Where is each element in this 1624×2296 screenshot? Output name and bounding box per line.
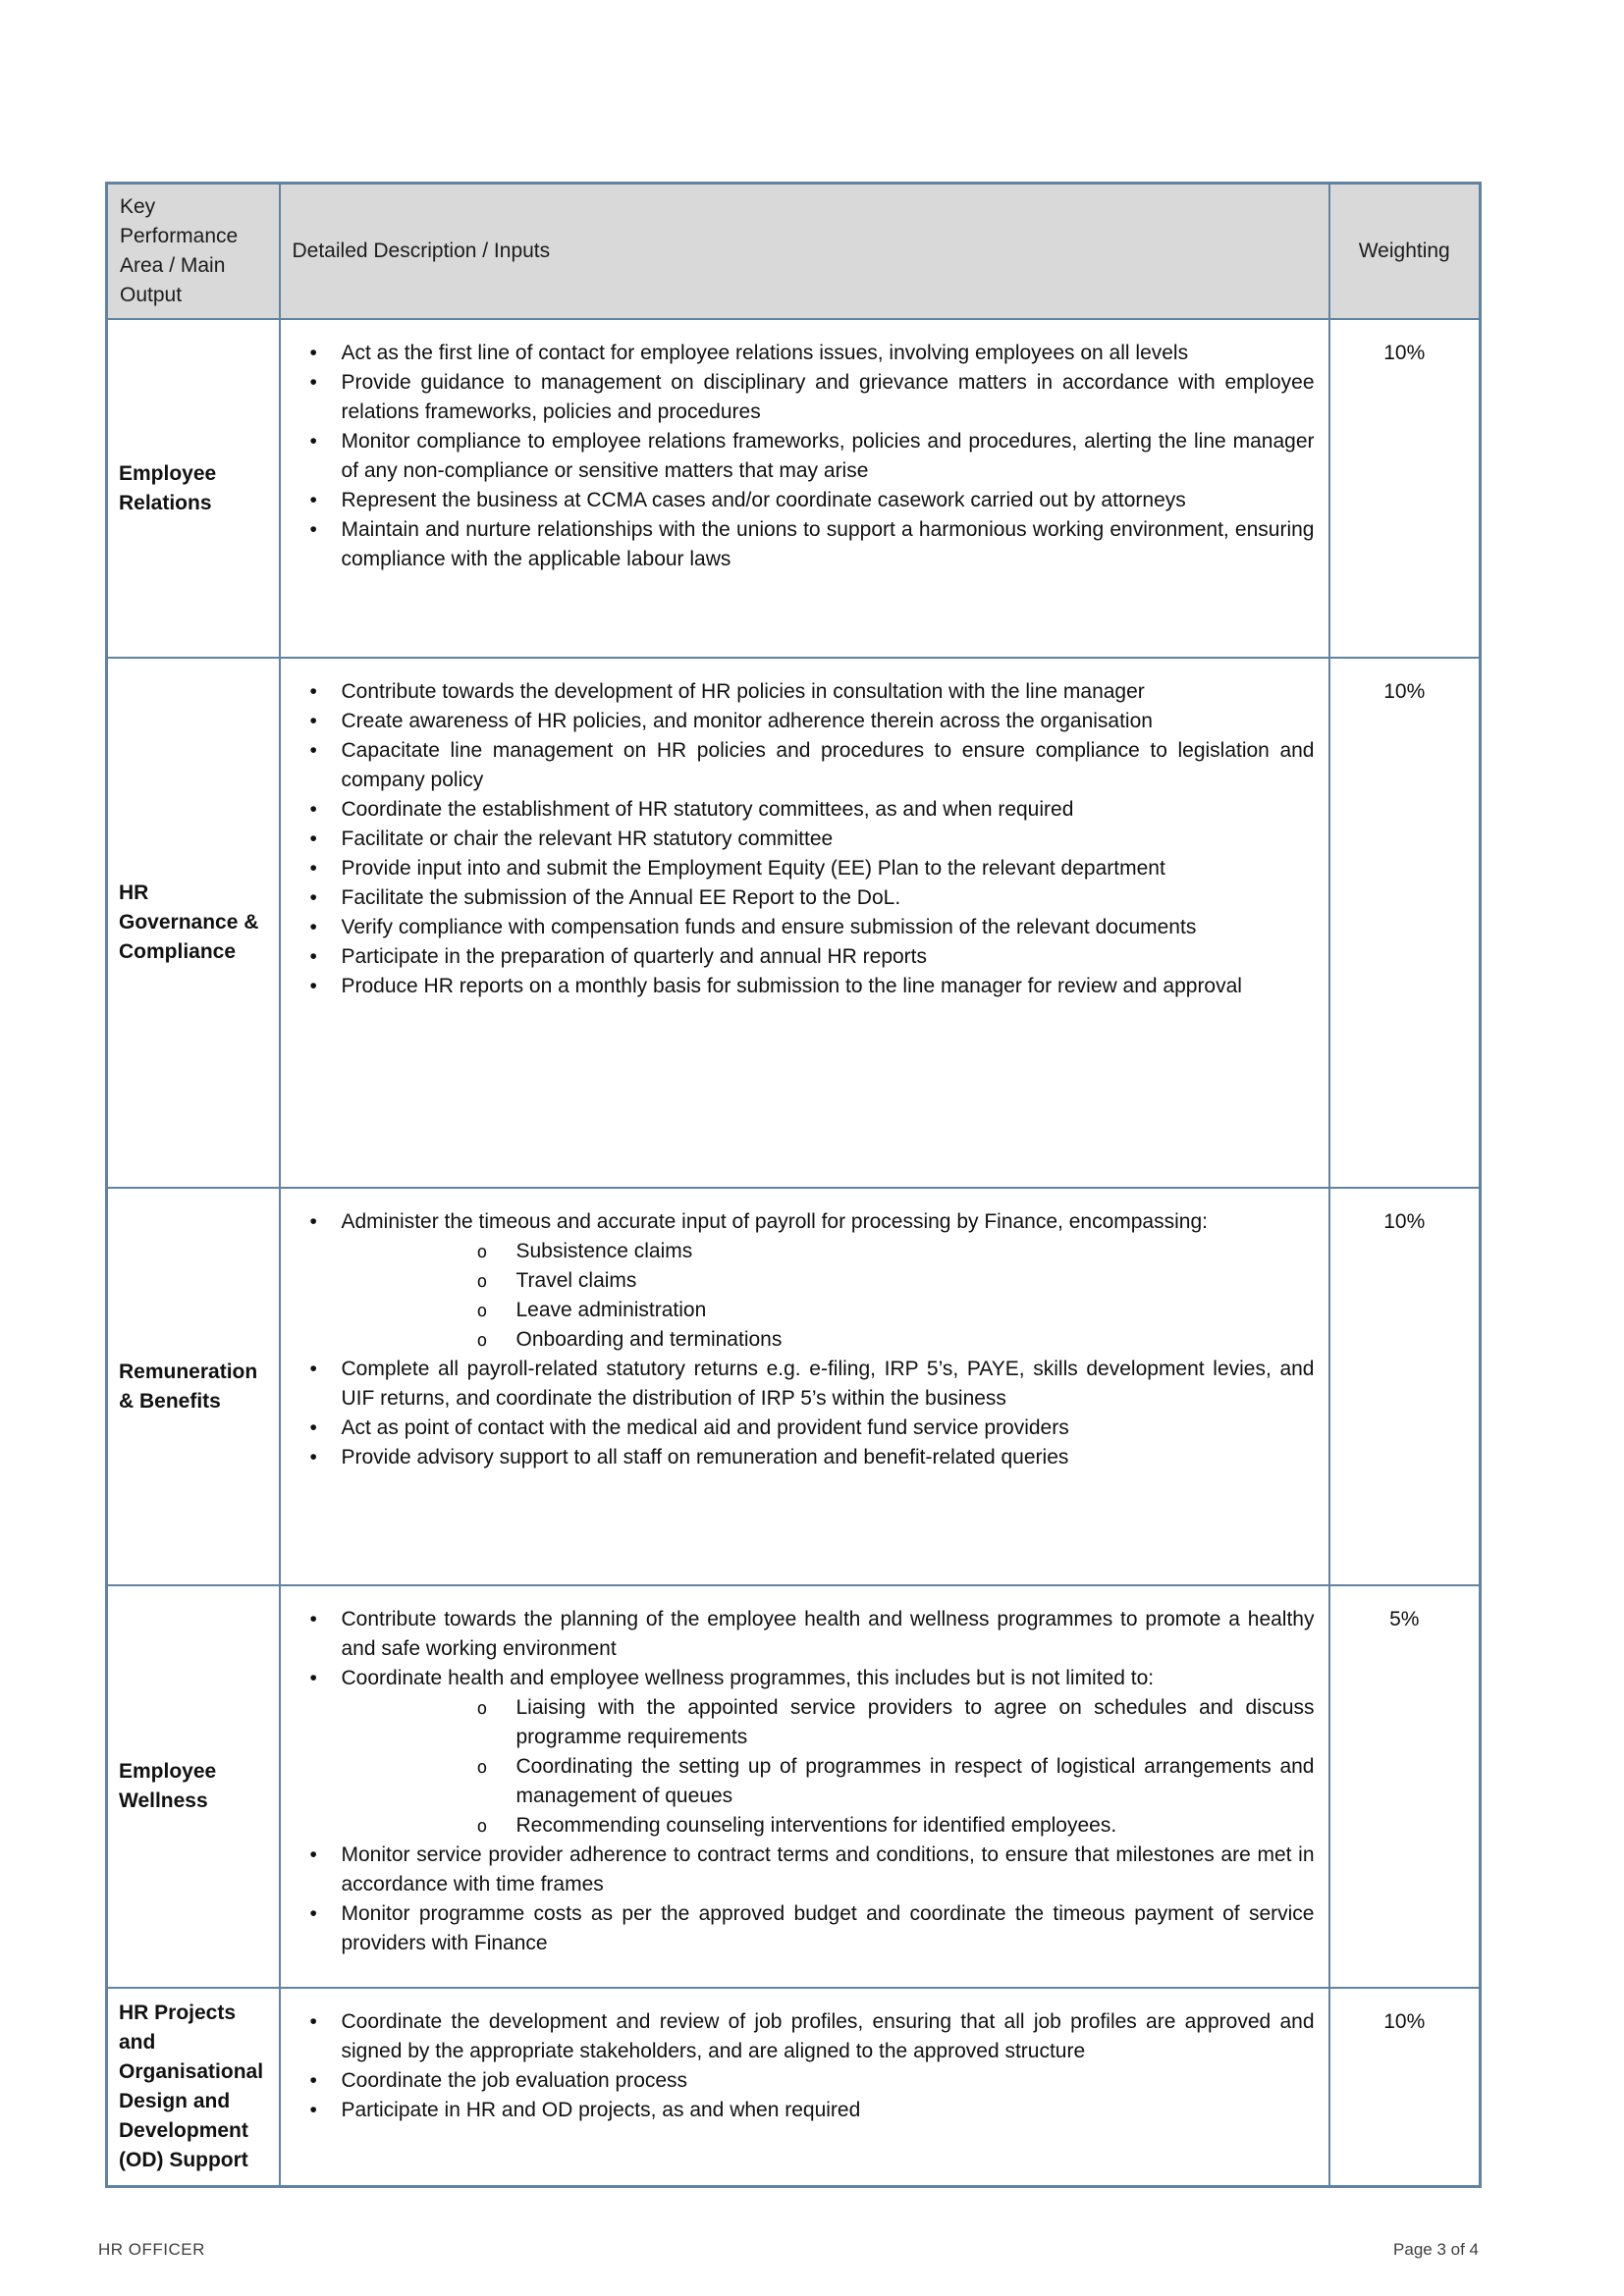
kpa-label: HR Projects and Organisational Design and Development (OD) Support <box>107 1988 280 2187</box>
table-header-row <box>107 184 1481 320</box>
weighting-value: 5% <box>1329 1585 1481 1988</box>
bullet-list <box>289 2007 1315 2125</box>
bullet-item: • Represent the business at CCMA cases and/or coordinate casework carried out by attorneys <box>289 486 1315 515</box>
bullet-item: • Verify compliance with compensation funds and ensure submission of the relevant documents <box>289 913 1315 942</box>
sub-bullet-item: o Subsistence claims <box>289 1237 1315 1266</box>
bullet-item: • Provide guidance to management on disciplinary and grievance matters in accordance with employee relations frameworks, policies and procedures <box>289 368 1315 427</box>
bullet-item: • Monitor programme costs as per the approved budget and coordinate the timeous payment of service providers with Finance <box>289 1899 1315 1958</box>
table-row <box>107 1988 1481 2187</box>
key-performance-table <box>105 182 1482 2188</box>
bullet-item: • Administer the timeous and accurate input of payroll for processing by Finance, encompassing: <box>289 1207 1315 1237</box>
sub-bullet-item: o Recommending counseling interventions for identified employees. <box>289 1811 1315 1841</box>
bullet-list <box>289 677 1315 1001</box>
kpa-label: Employee Wellness <box>107 1585 280 1988</box>
sub-bullet-item: o Liaising with the appointed service providers to agree on schedules and discuss programme requirements <box>289 1693 1315 1752</box>
bullet-item: • Complete all payroll-related statutory returns e.g. e-filing, IRP 5’s, PAYE, skills development levies, and UIF returns, and coordinate the distribution of IRP 5’s within the business <box>289 1355 1315 1414</box>
bullet-item: • Participate in HR and OD projects, as and when required <box>289 2096 1315 2125</box>
bullet-item: • Participate in the preparation of quarterly and annual HR reports <box>289 942 1315 972</box>
bullet-item: • Contribute towards the development of HR policies in consultation with the line manager <box>289 677 1315 707</box>
bullet-item: • Produce HR reports on a monthly basis for submission to the line manager for review and approval <box>289 972 1315 1001</box>
description-cell <box>280 1988 1329 2187</box>
kpa-label: HR Governance & Compliance <box>107 658 280 1188</box>
header-cell-kpa: Key Performance Area / Main Output <box>107 184 280 320</box>
table-row <box>107 658 1481 1188</box>
header-cell-description: Detailed Description / Inputs <box>280 184 1329 320</box>
bullet-item: • Act as point of contact with the medical aid and provident fund service providers <box>289 1414 1315 1443</box>
bullet-item: • Contribute towards the planning of the employee health and wellness programmes to promote a healthy and safe working environment <box>289 1605 1315 1664</box>
bullet-item: • Provide advisory support to all staff on remuneration and benefit-related queries <box>289 1443 1315 1472</box>
bullet-item: • Capacitate line management on HR policies and procedures to ensure compliance to legislation and company policy <box>289 736 1315 795</box>
footer-page-number: Page 3 of 4 <box>1393 2240 1479 2259</box>
weighting-value: 10% <box>1329 658 1481 1188</box>
bullet-item: • Coordinate the establishment of HR statutory committees, as and when required <box>289 795 1315 825</box>
kpa-label: Remuneration & Benefits <box>107 1188 280 1585</box>
sub-bullet-item: o Coordinating the setting up of programmes in respect of logistical arrangements and management of queues <box>289 1752 1315 1811</box>
bullet-item: • Act as the first line of contact for employee relations issues, involving employees on all levels <box>289 339 1315 368</box>
bullet-item: • Coordinate the development and review of job profiles, ensuring that all job profiles are approved and signed by the appropriate stakeholders, and are aligned to the approved structure <box>289 2007 1315 2066</box>
description-cell <box>280 319 1329 658</box>
kpa-label: Employee Relations <box>107 319 280 658</box>
weighting-value: 10% <box>1329 1988 1481 2187</box>
description-cell <box>280 1188 1329 1585</box>
bullet-item: • Monitor compliance to employee relations frameworks, policies and procedures, alerting the line manager of any non-compliance or sensitive matters that may arise <box>289 427 1315 486</box>
bullet-item: • Create awareness of HR policies, and monitor adherence therein across the organisation <box>289 707 1315 736</box>
weighting-value: 10% <box>1329 319 1481 658</box>
bullet-list <box>289 1207 1315 1472</box>
description-cell <box>280 1585 1329 1988</box>
bullet-item: • Coordinate the job evaluation process <box>289 2066 1315 2096</box>
bullet-list <box>289 339 1315 574</box>
footer-document-title: HR OFFICER <box>98 2240 205 2259</box>
bullet-item: • Facilitate the submission of the Annual EE Report to the DoL. <box>289 883 1315 913</box>
sub-bullet-item: o Onboarding and terminations <box>289 1325 1315 1355</box>
bullet-item: • Coordinate health and employee wellness programmes, this includes but is not limited to: <box>289 1664 1315 1693</box>
table-row <box>107 1585 1481 1988</box>
table-row <box>107 1188 1481 1585</box>
header-cell-weighting: Weighting <box>1329 184 1481 320</box>
weighting-value: 10% <box>1329 1188 1481 1585</box>
sub-bullet-item: o Travel claims <box>289 1266 1315 1296</box>
bullet-item: • Maintain and nurture relationships with the unions to support a harmonious working environment, ensuring compliance with the applicable labour laws <box>289 515 1315 574</box>
bullet-item: • Monitor service provider adherence to contract terms and conditions, to ensure that milestones are met in accordance with time frames <box>289 1841 1315 1899</box>
table-row <box>107 319 1481 658</box>
bullet-list <box>289 1605 1315 1958</box>
bullet-item: • Facilitate or chair the relevant HR statutory committee <box>289 825 1315 854</box>
bullet-item: • Provide input into and submit the Employment Equity (EE) Plan to the relevant department <box>289 854 1315 883</box>
description-cell <box>280 658 1329 1188</box>
table-body <box>107 319 1481 2187</box>
sub-bullet-item: o Leave administration <box>289 1296 1315 1325</box>
